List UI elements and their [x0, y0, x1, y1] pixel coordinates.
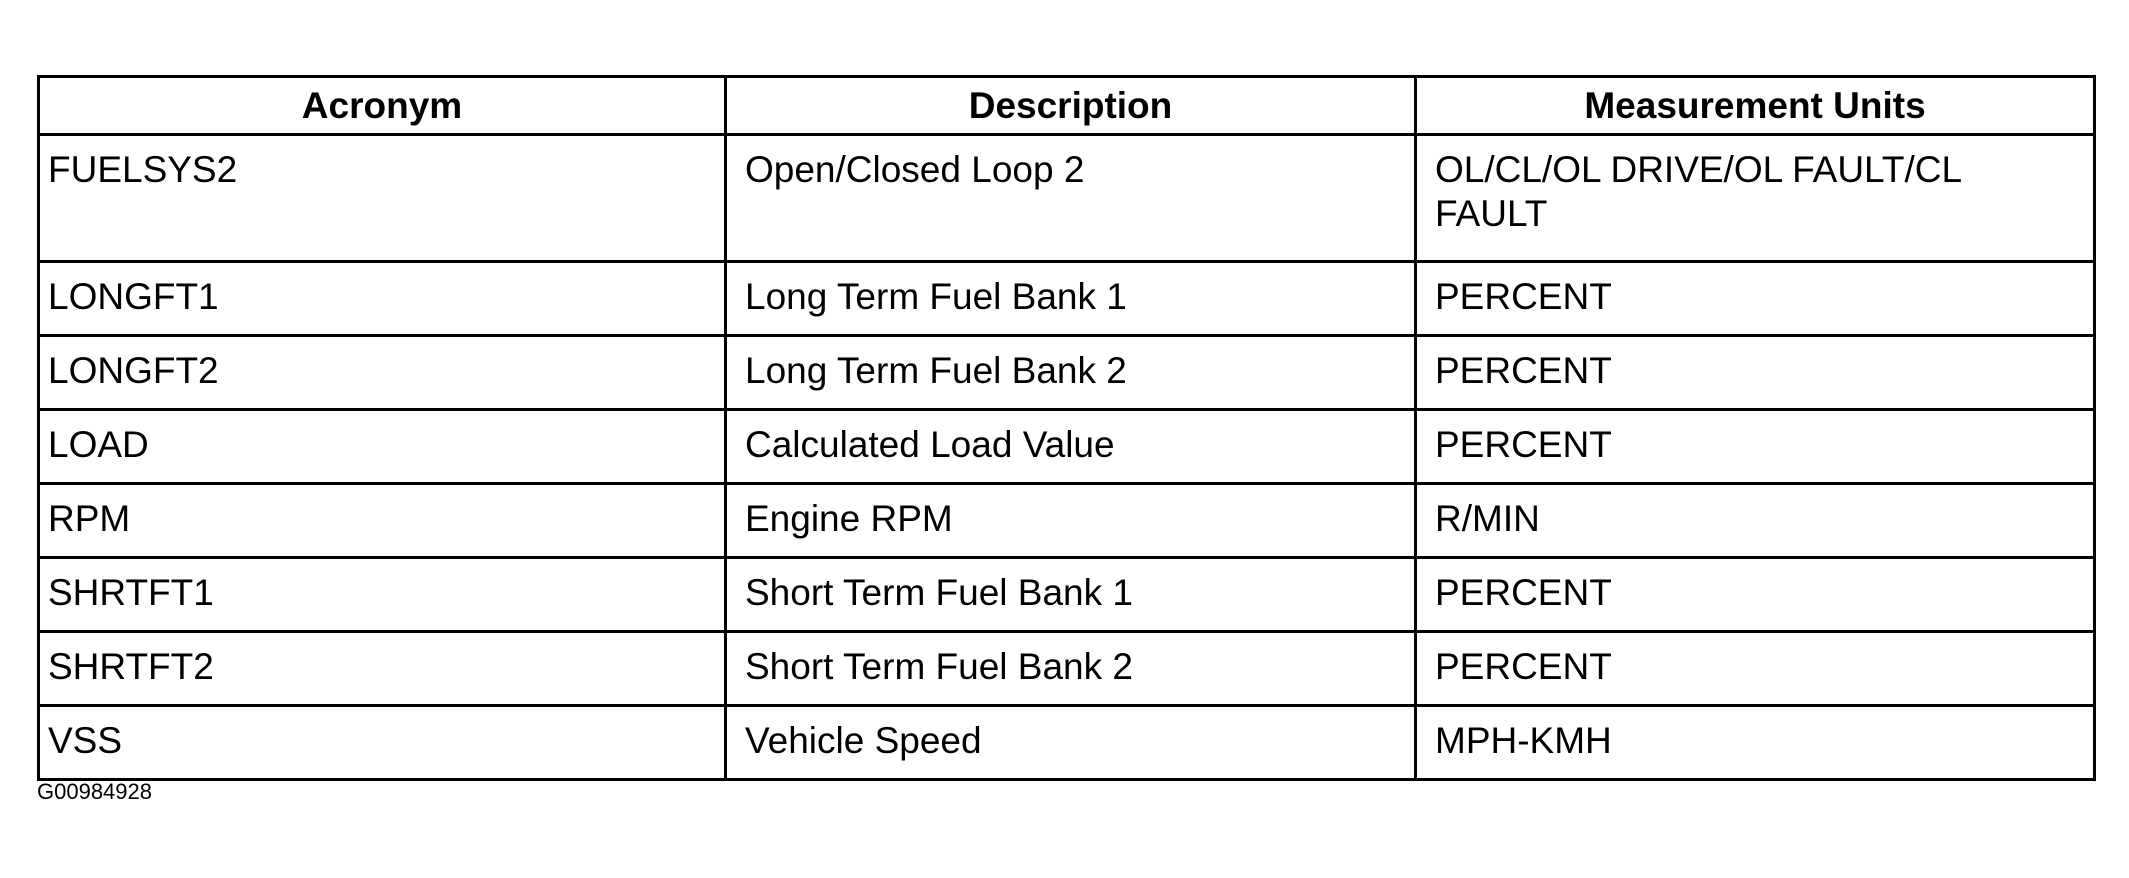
cell-units: MPH-KMH	[1416, 706, 2095, 780]
table-row	[39, 336, 2095, 410]
table-row	[39, 558, 2095, 632]
table-row	[39, 706, 2095, 780]
cell-units: R/MIN	[1416, 484, 2095, 558]
cell-description: Short Term Fuel Bank 1	[726, 558, 1416, 632]
table-row	[39, 484, 2095, 558]
cell-description: Short Term Fuel Bank 2	[726, 632, 1416, 706]
cell-units: PERCENT	[1416, 410, 2095, 484]
cell-acronym: FUELSYS2	[39, 135, 726, 262]
cell-description: Long Term Fuel Bank 1	[726, 262, 1416, 336]
cell-units: PERCENT	[1416, 632, 2095, 706]
data-table	[37, 75, 2096, 781]
cell-units: PERCENT	[1416, 336, 2095, 410]
header-measurement-units: Measurement Units	[1416, 77, 2095, 135]
cell-description: Open/Closed Loop 2	[726, 135, 1416, 262]
cell-units: OL/CL/OL DRIVE/OL FAULT/CL FAULT	[1416, 135, 2095, 262]
figure-id-label: G00984928	[37, 779, 152, 804]
cell-acronym: SHRTFT1	[39, 558, 726, 632]
table-row	[39, 135, 2095, 262]
cell-description: Long Term Fuel Bank 2	[726, 336, 1416, 410]
cell-units: PERCENT	[1416, 558, 2095, 632]
table-row	[39, 262, 2095, 336]
cell-acronym: LOAD	[39, 410, 726, 484]
cell-acronym: SHRTFT2	[39, 632, 726, 706]
data-table-container	[37, 75, 2093, 781]
cell-acronym: LONGFT1	[39, 262, 726, 336]
cell-acronym: VSS	[39, 706, 726, 780]
table-row	[39, 632, 2095, 706]
table-header-row	[39, 77, 2095, 135]
cell-description: Calculated Load Value	[726, 410, 1416, 484]
header-acronym: Acronym	[39, 77, 726, 135]
table-row	[39, 410, 2095, 484]
cell-units: PERCENT	[1416, 262, 2095, 336]
cell-description: Vehicle Speed	[726, 706, 1416, 780]
cell-acronym: LONGFT2	[39, 336, 726, 410]
header-description: Description	[726, 77, 1416, 135]
cell-description: Engine RPM	[726, 484, 1416, 558]
cell-acronym: RPM	[39, 484, 726, 558]
